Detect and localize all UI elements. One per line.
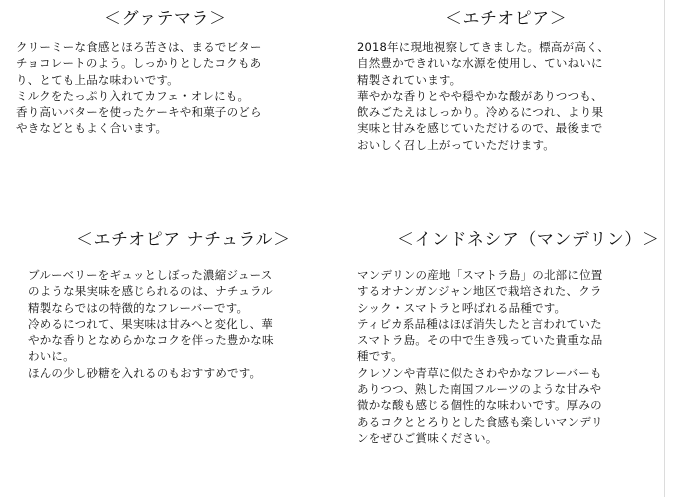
description-line: するオナンガンジャン地区で栽培された、クラ [357,284,602,299]
description-line: ティピカ系品種はほぼ消失したと言われていた [357,316,602,331]
description-line: やかな香りとなめらかなコクを伴った豊かな味 [28,333,274,348]
description-line: ブルーベリーをギュッとしぼった濃縮ジュース [28,268,273,282]
description-line: のような果実味を感じられるのは、ナチュラル [28,284,274,299]
description-line: おいしく召し上がっていただけます。 [357,137,555,152]
section-title: ＜エチオピア ナチュラル＞ [76,230,291,250]
description-line: ンをぜひご賞味ください。 [357,430,498,445]
description-line: 冷めるにつれて、果実味は甘みへと変化し、華 [28,316,274,331]
vertical-divider [664,0,665,497]
description-line: スマトラ島。その中で生き残っていた貴重な品 [357,333,603,348]
section-description [357,267,657,446]
section-ethiopia [357,8,657,153]
section-description [16,39,326,137]
description-line: 種です。 [357,349,403,364]
description-line: 実味と甘みを感じていただけるので、最後まで [357,121,603,136]
description-line: やきなどともよく合います。 [16,121,168,136]
description-line: 香り高いバターを使ったケーキや和菓子のどら [16,105,262,120]
description-line: あるコクととろりとした食感も楽しいマンデリ [357,414,603,429]
description-line: 華やかな香りとやや穏やかな酸がありつつも、 [357,88,603,103]
section-description [357,39,657,153]
description-line: シック・スマトラと呼ばれる品種です。 [357,300,567,315]
description-line: チョコレートのよう。しっかりとしたコクもあ [16,56,262,71]
description-line: ありつつ、熟した南国フルーツのような甘みや [357,382,602,397]
description-line: わいに。 [28,349,75,364]
description-line: マンデリンの産地「スマトラ島」の北部に位置 [357,268,603,282]
description-line: り、とても上品な味わいです。 [16,72,179,87]
section-title: ＜グァテマラ＞ [104,9,227,29]
description-line: 2018年に現地視察してきました。標高が高く、 [357,40,610,54]
description-line: 精製ならではの特徴的なフレーバーです。 [28,300,249,315]
description-line: ほんの少し砂糖を入れるのもおすすめです。 [28,365,262,380]
description-line: クレソンや青草に似たさわやかなフレーバーも [357,365,602,380]
section-title: ＜エチオピア＞ [445,9,568,29]
description-line: 飲みごたえはしっかり。冷めるにつれ、より果 [357,105,604,120]
description-line: 自然豊かできれいな水源を使用し、ていねいに [357,56,603,71]
description-line: 精製されています。 [357,72,462,87]
description-line: 微かな酸も感じる個性的な味わいです。厚みの [357,398,602,413]
section-title: ＜インドネシア（マンデリン）＞ [397,230,660,250]
description-line: クリーミーな食感とほろ苦さは、まるでビター [16,40,262,54]
section-guatemala [16,8,326,137]
section-description [28,267,328,381]
section-indonesia-mandheling [357,229,660,446]
section-ethiopia-natural [28,229,328,381]
description-line: ミルクをたっぷり入れてカフェ・オレにも。 [16,88,250,103]
